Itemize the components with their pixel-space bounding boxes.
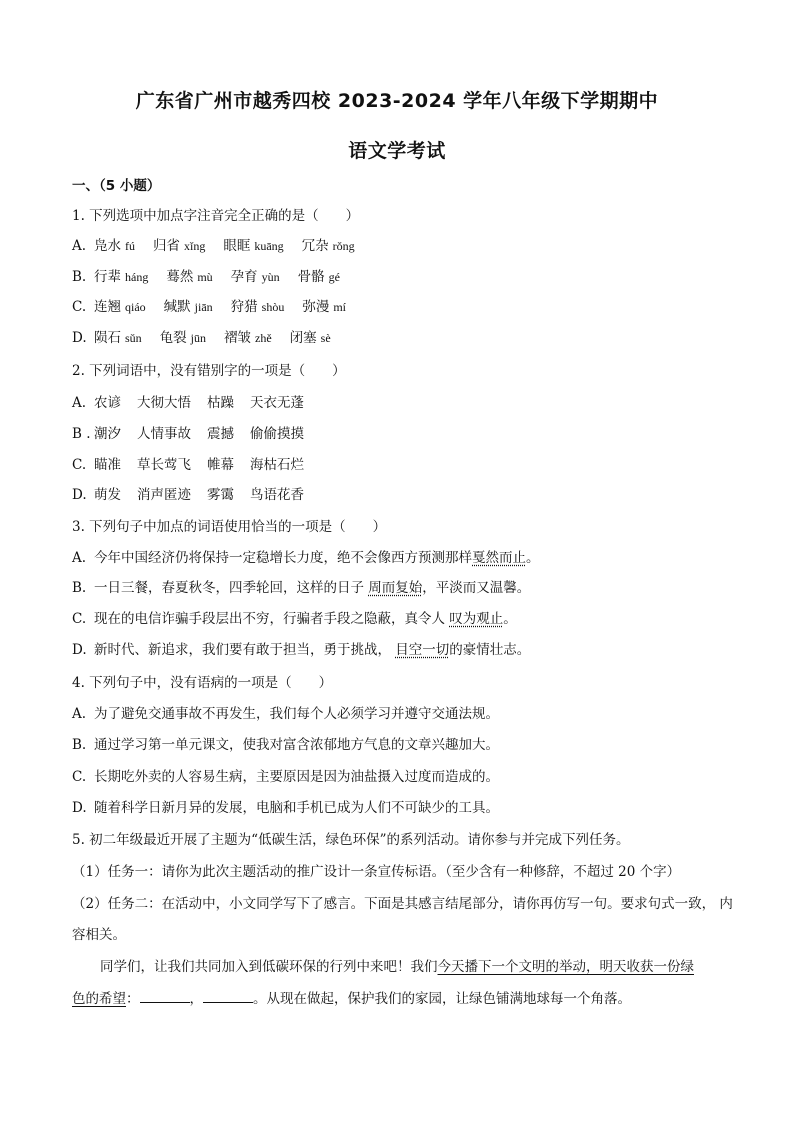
q1-option-d: [72, 328, 349, 348]
q1-option-c: [72, 297, 364, 317]
word: 农谚: [94, 395, 121, 411]
word-pinyin-pair: [94, 328, 142, 348]
q4-option-a: [72, 704, 499, 724]
q2-option-a: [72, 393, 320, 413]
option-label: B.: [72, 737, 87, 753]
pinyin: fú: [125, 239, 135, 253]
option-label: A.: [72, 706, 87, 722]
word-pinyin-pair: [290, 328, 331, 348]
word: 萌发: [94, 487, 121, 503]
word: 天衣无蓬: [250, 395, 304, 411]
marked-phrase: 叹为观止: [449, 611, 504, 627]
q5-paragraph-end: 。从现在做起，保护我们的家园，让绿色铺满地球每一个角落。: [253, 991, 631, 1007]
q5-paragraph-line2: [72, 988, 631, 1009]
word: 陨石: [94, 330, 121, 346]
sentence-text: 现在的电信诈骗手段层出不穷，行骗者手段之隐蔽，真令人: [94, 611, 450, 627]
pinyin: yùn: [261, 270, 280, 284]
word: 缄默: [163, 299, 191, 315]
option-label: D.: [72, 800, 87, 816]
option-label: B .: [72, 426, 91, 442]
word: 凫水: [94, 238, 121, 254]
word: 连翘: [94, 299, 121, 315]
sentence-text: 的豪情壮志。: [449, 642, 531, 658]
word: 孕育: [230, 269, 258, 285]
q2-option-b: [72, 424, 320, 444]
q5-task2-line2: 容相关。: [72, 927, 126, 943]
pinyin: kuāng: [254, 239, 284, 253]
pinyin: qiáo: [125, 300, 146, 314]
option-label: D.: [72, 642, 87, 658]
q3-option-b: [72, 578, 530, 598]
q3-option-a: [72, 548, 540, 568]
q1-option-a: [72, 236, 373, 256]
word-pinyin-pair: [94, 297, 146, 317]
word: 弥漫: [302, 299, 330, 315]
pinyin: sǔn: [125, 331, 142, 345]
marked-phrase: 目空一切: [395, 642, 450, 658]
word-pinyin-pair: [224, 328, 272, 348]
option-label: B.: [72, 269, 87, 285]
sentence-text: 今年中国经济仍将保持一定稳增长力度，绝不会像西方预测那样: [94, 550, 472, 566]
option-label: D.: [72, 330, 87, 346]
word: 褶皱: [224, 330, 252, 346]
sentence-text: 一日三餐，春夏秋冬，四季轮回，这样的日子: [94, 580, 369, 596]
pinyin: gé: [328, 270, 340, 284]
sentence-text: 为了避免交通事故不再发生，我们每个人必须学习并遵守交通法规。: [94, 706, 499, 722]
q4-option-b: [72, 735, 499, 755]
word: 蓦然: [166, 269, 194, 285]
q1-option-b: [72, 267, 358, 287]
pinyin: zhě: [255, 331, 272, 345]
q4-option-d: [72, 798, 499, 818]
option-label: D.: [72, 487, 87, 503]
word: 帷幕: [207, 457, 234, 473]
word: 归省: [153, 238, 180, 254]
word: 瞄准: [94, 457, 121, 473]
pinyin: háng: [125, 270, 149, 284]
word-pinyin-pair: [298, 267, 340, 287]
pinyin: shòu: [261, 300, 285, 314]
q5-underlined-example-cont: 色的希望: [72, 991, 126, 1007]
word: 海枯石烂: [250, 457, 304, 473]
word: 龟裂: [159, 330, 187, 346]
sentence-text: 。: [526, 550, 540, 566]
q3-option-d: [72, 640, 530, 660]
word-pinyin-pair: [94, 236, 135, 256]
q2-option-c: [72, 455, 320, 475]
q5-paragraph-text: 同学们，让我们共同加入到低碳环保的行列中来吧！我们: [100, 959, 438, 975]
option-label: A.: [72, 395, 87, 411]
word: 潮汐: [94, 426, 121, 442]
word-pinyin-pair: [302, 297, 346, 317]
option-label: A.: [72, 550, 87, 566]
word: 眼眶: [223, 238, 251, 254]
word: 震撼: [207, 426, 234, 442]
word: 鸟语花香: [250, 487, 304, 503]
q2-stem: 2. 下列词语中，没有错别字的一项是（ ）: [72, 363, 346, 379]
option-label: A.: [72, 238, 87, 254]
q5-paragraph-line1: [100, 957, 694, 977]
q5-task2-line1: （2）任务二：在活动中，小文同学写下了感言。下面是其感言结尾部分，请你再仿写一句。要求句式一致， 内: [72, 896, 733, 912]
q4-stem: 4. 下列句子中，没有语病的一项是（ ）: [72, 675, 333, 691]
option-label: C.: [72, 299, 87, 315]
word: 闭塞: [289, 330, 317, 346]
word: 偷偷摸摸: [250, 426, 304, 442]
word: 雾霭: [207, 487, 234, 503]
q5-task1: （1）任务一：请你为此次主题活动的推广设计一条宣传标语。（至少含有一种修辞，不超过 20 个字）: [72, 864, 681, 880]
answer-blank-2[interactable]: [203, 988, 253, 1003]
section-heading: 一、（5 小题）: [72, 178, 161, 194]
q2-option-d: [72, 485, 320, 505]
word-pinyin-pair: [223, 236, 283, 256]
pinyin: xǐng: [184, 239, 206, 253]
sentence-text: 通过学习第一单元课文，使我对富含浓郁地方气息的文章兴趣加大。: [94, 737, 499, 753]
word: 消声匿迹: [137, 487, 191, 503]
q4-option-c: [72, 767, 499, 787]
word-pinyin-pair: [94, 267, 148, 287]
word: 大彻大悟: [137, 395, 191, 411]
exam-title-line2: 语文学考试: [348, 140, 446, 162]
pinyin: sè: [320, 331, 331, 345]
sentence-text: 长期吃外卖的人容易生病，主要原因是因为油盐摄入过度而造成的。: [94, 769, 499, 785]
word: 冗杂: [301, 238, 329, 254]
word-pinyin-pair: [302, 236, 355, 256]
pinyin: jiān: [194, 300, 213, 314]
pinyin: jūn: [190, 331, 207, 345]
sentence-text: 。: [503, 611, 517, 627]
word: 草长莺飞: [137, 457, 191, 473]
sentence-text: ，平淡而又温馨。: [422, 580, 531, 596]
q1-stem: 1. 下列选项中加点字注音完全正确的是（ ）: [72, 208, 360, 224]
pinyin: mù: [197, 270, 213, 284]
word: 狩猎: [230, 299, 258, 315]
pinyin: mí: [333, 300, 347, 314]
exam-title-line1: 广东省广州市越秀四校 2023-2024 学年八年级下学期期中: [135, 90, 659, 112]
word: 骨骼: [297, 269, 325, 285]
q3-option-c: [72, 609, 517, 629]
option-label: B.: [72, 580, 87, 596]
option-label: C.: [72, 769, 87, 785]
q3-stem: 3. 下列句子中加点的词语使用恰当的一项是（ ）: [72, 519, 387, 535]
q5-comma: ，: [189, 991, 203, 1007]
q5-stem: 5. 初二年级最近开展了主题为“低碳生活，绿色环保”的系列活动。请你参与并完成下列任务。: [72, 832, 630, 848]
sentence-text: 随着科学日新月异的发展，电脑和手机已成为人们不可缺少的工具。: [94, 800, 499, 816]
word-pinyin-pair: [231, 267, 280, 287]
option-label: C.: [72, 457, 87, 473]
word-pinyin-pair: [231, 297, 285, 317]
sentence-text: 新时代、新追求，我们要有敢于担当，勇于挑战，: [94, 642, 396, 658]
word: 人情事故: [137, 426, 191, 442]
word: 行辈: [94, 269, 121, 285]
pinyin: rǒng: [332, 239, 355, 253]
word: 枯躁: [207, 395, 234, 411]
marked-phrase: 戛然而止: [472, 550, 526, 566]
word-pinyin-pair: [160, 328, 206, 348]
word-pinyin-pair: [164, 297, 213, 317]
marked-phrase: 周而复始: [368, 580, 423, 596]
option-label: C.: [72, 611, 87, 627]
answer-blank-1[interactable]: [140, 988, 190, 1003]
q5-colon: ：: [126, 991, 140, 1007]
q5-underlined-example: 今天播下一个文明的举动，明天收获一份绿: [437, 959, 694, 975]
word-pinyin-pair: [166, 267, 212, 287]
word-pinyin-pair: [153, 236, 205, 256]
